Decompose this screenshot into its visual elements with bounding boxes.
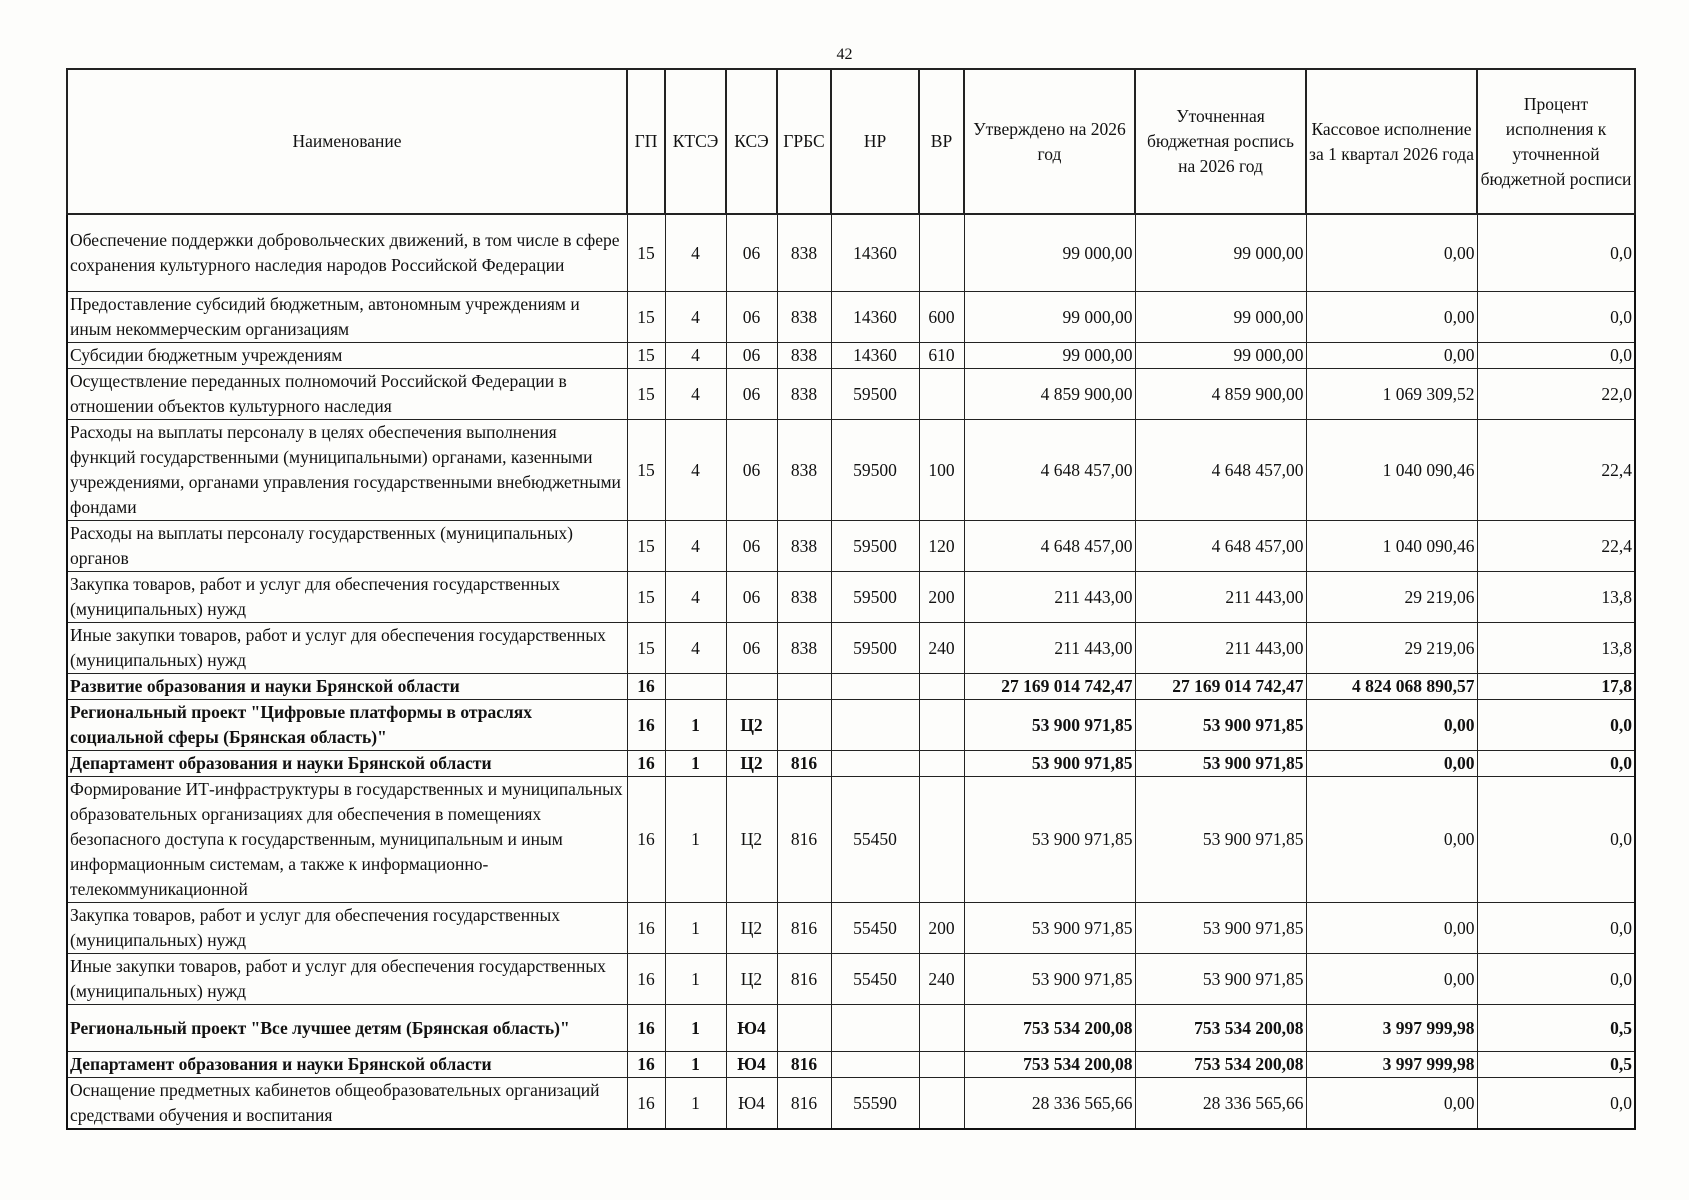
- table-row: [67, 623, 1635, 674]
- cell-kse: 06: [726, 572, 777, 623]
- cell-name: Расходы на выплаты персоналу в целях обеспечения выполнения функций государственными (муниципальными) органами, казенными учреждениями, органами управления государственными внебюджетными фондами: [67, 420, 627, 521]
- cell-grbs: 816: [777, 1078, 831, 1130]
- cell-nr: 55450: [831, 903, 919, 954]
- cell-grbs: 838: [777, 572, 831, 623]
- cell-percent: 0,0: [1477, 751, 1635, 777]
- cell-percent: 0,0: [1477, 700, 1635, 751]
- cell-approved: 28 336 565,66: [964, 1078, 1135, 1130]
- cell-approved: 99 000,00: [964, 214, 1135, 292]
- cell-name: Департамент образования и науки Брянской области: [67, 1052, 627, 1078]
- cell-name: Субсидии бюджетным учреждениям: [67, 343, 627, 369]
- cell-grbs: [777, 700, 831, 751]
- cell-name: Формирование ИТ-инфраструктуры в государственных и муниципальных образовательных организациях для обеспечения в помещениях безопасного доступа к государственным, муниципальным и иным информационным системам, а также к информационно-телекоммуникационной: [67, 777, 627, 903]
- cell-gp: 15: [627, 521, 665, 572]
- cell-gp: 15: [627, 343, 665, 369]
- cell-grbs: 816: [777, 777, 831, 903]
- cell-name: Осуществление переданных полномочий Российской Федерации в отношении объектов культурного наследия: [67, 369, 627, 420]
- cell-kse: Ю4: [726, 1078, 777, 1130]
- table-row: [67, 521, 1635, 572]
- cell-kse: [726, 674, 777, 700]
- cell-nr: [831, 751, 919, 777]
- table-row: [67, 1078, 1635, 1130]
- cell-refined: 4 648 457,00: [1135, 420, 1306, 521]
- table-header-row: [67, 69, 1635, 214]
- table-row: [67, 674, 1635, 700]
- cell-gp: 16: [627, 1052, 665, 1078]
- cell-nr: [831, 1005, 919, 1052]
- cell-kse: Ц2: [726, 903, 777, 954]
- cell-kse: 06: [726, 420, 777, 521]
- cell-percent: 22,4: [1477, 420, 1635, 521]
- page-number: 42: [836, 46, 853, 63]
- cell-grbs: 838: [777, 343, 831, 369]
- cell-vr: [919, 751, 964, 777]
- cell-cash: 0,00: [1306, 292, 1477, 343]
- cell-vr: 610: [919, 343, 964, 369]
- cell-cash: 0,00: [1306, 777, 1477, 903]
- cell-percent: 0,0: [1477, 292, 1635, 343]
- cell-gp: 15: [627, 572, 665, 623]
- cell-percent: 0,0: [1477, 1078, 1635, 1130]
- cell-refined: 27 169 014 742,47: [1135, 674, 1306, 700]
- cell-vr: 100: [919, 420, 964, 521]
- cell-kse: 06: [726, 292, 777, 343]
- cell-refined: 99 000,00: [1135, 214, 1306, 292]
- cell-kse: Ц2: [726, 700, 777, 751]
- cell-nr: 14360: [831, 343, 919, 369]
- table-row: [67, 751, 1635, 777]
- cell-ktse: 1: [665, 1005, 726, 1052]
- cell-cash: 1 040 090,46: [1306, 521, 1477, 572]
- cell-name: Оснащение предметных кабинетов общеобразовательных организаций средствами обучения и воспитания: [67, 1078, 627, 1130]
- cell-cash: 0,00: [1306, 700, 1477, 751]
- cell-vr: 240: [919, 954, 964, 1005]
- cell-nr: 59500: [831, 572, 919, 623]
- cell-nr: 59500: [831, 623, 919, 674]
- cell-grbs: 816: [777, 954, 831, 1005]
- cell-grbs: 838: [777, 214, 831, 292]
- header-nr: НР: [831, 69, 919, 214]
- cell-grbs: 816: [777, 1052, 831, 1078]
- cell-ktse: 4: [665, 292, 726, 343]
- cell-name: Расходы на выплаты персоналу государственных (муниципальных) органов: [67, 521, 627, 572]
- cell-kse: 06: [726, 214, 777, 292]
- cell-refined: 53 900 971,85: [1135, 903, 1306, 954]
- cell-vr: [919, 214, 964, 292]
- cell-nr: 59500: [831, 521, 919, 572]
- cell-cash: 0,00: [1306, 1078, 1477, 1130]
- cell-approved: 53 900 971,85: [964, 751, 1135, 777]
- table-row: [67, 777, 1635, 903]
- cell-cash: 4 824 068 890,57: [1306, 674, 1477, 700]
- cell-name: Иные закупки товаров, работ и услуг для обеспечения государственных (муниципальных) нужд: [67, 954, 627, 1005]
- cell-kse: Ц2: [726, 777, 777, 903]
- cell-gp: 15: [627, 292, 665, 343]
- cell-approved: 53 900 971,85: [964, 700, 1135, 751]
- table-row: [67, 1052, 1635, 1078]
- cell-vr: [919, 369, 964, 420]
- cell-approved: 753 534 200,08: [964, 1005, 1135, 1052]
- cell-vr: 200: [919, 572, 964, 623]
- cell-percent: 22,4: [1477, 521, 1635, 572]
- cell-approved: 53 900 971,85: [964, 777, 1135, 903]
- cell-ktse: 4: [665, 572, 726, 623]
- cell-kse: Ю4: [726, 1005, 777, 1052]
- cell-gp: 16: [627, 1078, 665, 1130]
- cell-refined: 211 443,00: [1135, 572, 1306, 623]
- cell-refined: 28 336 565,66: [1135, 1078, 1306, 1130]
- table-row: [67, 903, 1635, 954]
- cell-gp: 16: [627, 751, 665, 777]
- cell-gp: 15: [627, 623, 665, 674]
- table-row: [67, 343, 1635, 369]
- cell-approved: 99 000,00: [964, 343, 1135, 369]
- cell-refined: 4 859 900,00: [1135, 369, 1306, 420]
- cell-vr: 200: [919, 903, 964, 954]
- cell-percent: 0,0: [1477, 777, 1635, 903]
- cell-refined: 53 900 971,85: [1135, 751, 1306, 777]
- cell-cash: 29 219,06: [1306, 572, 1477, 623]
- cell-grbs: 838: [777, 292, 831, 343]
- cell-ktse: [665, 674, 726, 700]
- cell-vr: 240: [919, 623, 964, 674]
- table-row: [67, 214, 1635, 292]
- cell-cash: 3 997 999,98: [1306, 1005, 1477, 1052]
- cell-approved: 53 900 971,85: [964, 903, 1135, 954]
- table-row: [67, 1005, 1635, 1052]
- table-row: [67, 292, 1635, 343]
- cell-refined: 753 534 200,08: [1135, 1052, 1306, 1078]
- cell-refined: 99 000,00: [1135, 292, 1306, 343]
- cell-cash: 1 040 090,46: [1306, 420, 1477, 521]
- cell-kse: 06: [726, 521, 777, 572]
- budget-table: [66, 68, 1636, 1130]
- cell-ktse: 4: [665, 420, 726, 521]
- cell-name: Департамент образования и науки Брянской области: [67, 751, 627, 777]
- cell-name: Обеспечение поддержки добровольческих движений, в том числе в сфере сохранения культурного наследия народов Российской Федерации: [67, 214, 627, 292]
- cell-gp: 16: [627, 1005, 665, 1052]
- cell-kse: Ю4: [726, 1052, 777, 1078]
- cell-approved: 4 648 457,00: [964, 521, 1135, 572]
- cell-gp: 16: [627, 674, 665, 700]
- cell-nr: 59500: [831, 369, 919, 420]
- cell-grbs: 838: [777, 369, 831, 420]
- cell-vr: [919, 700, 964, 751]
- cell-nr: [831, 674, 919, 700]
- cell-kse: 06: [726, 623, 777, 674]
- cell-percent: 0,5: [1477, 1052, 1635, 1078]
- cell-refined: 53 900 971,85: [1135, 700, 1306, 751]
- cell-grbs: 838: [777, 521, 831, 572]
- cell-grbs: [777, 1005, 831, 1052]
- cell-cash: 1 069 309,52: [1306, 369, 1477, 420]
- cell-refined: 53 900 971,85: [1135, 954, 1306, 1005]
- cell-ktse: 1: [665, 1052, 726, 1078]
- cell-vr: [919, 777, 964, 903]
- cell-nr: 55590: [831, 1078, 919, 1130]
- table-row: [67, 572, 1635, 623]
- cell-nr: [831, 1052, 919, 1078]
- cell-name: Региональный проект "Все лучшее детям (Брянская область)": [67, 1005, 627, 1052]
- table-row: [67, 700, 1635, 751]
- header-name: Наименование: [67, 69, 627, 214]
- cell-gp: 15: [627, 369, 665, 420]
- cell-percent: 0,0: [1477, 954, 1635, 1005]
- cell-gp: 16: [627, 954, 665, 1005]
- cell-kse: Ц2: [726, 954, 777, 1005]
- cell-grbs: [777, 674, 831, 700]
- cell-nr: 14360: [831, 292, 919, 343]
- table-row: [67, 420, 1635, 521]
- cell-nr: 14360: [831, 214, 919, 292]
- cell-ktse: 1: [665, 1078, 726, 1130]
- cell-grbs: 838: [777, 623, 831, 674]
- cell-grbs: 816: [777, 903, 831, 954]
- cell-gp: 16: [627, 777, 665, 903]
- cell-cash: 0,00: [1306, 903, 1477, 954]
- cell-name: Региональный проект "Цифровые платформы в отраслях социальной сферы (Брянская область)": [67, 700, 627, 751]
- cell-gp: 16: [627, 700, 665, 751]
- cell-cash: 0,00: [1306, 343, 1477, 369]
- cell-ktse: 4: [665, 623, 726, 674]
- cell-refined: 53 900 971,85: [1135, 777, 1306, 903]
- cell-nr: 59500: [831, 420, 919, 521]
- header-grbs: ГРБС: [777, 69, 831, 214]
- cell-grbs: 816: [777, 751, 831, 777]
- cell-name: Иные закупки товаров, работ и услуг для обеспечения государственных (муниципальных) нужд: [67, 623, 627, 674]
- cell-percent: 22,0: [1477, 369, 1635, 420]
- cell-refined: 4 648 457,00: [1135, 521, 1306, 572]
- cell-approved: 53 900 971,85: [964, 954, 1135, 1005]
- cell-cash: 29 219,06: [1306, 623, 1477, 674]
- cell-vr: 120: [919, 521, 964, 572]
- cell-vr: [919, 1052, 964, 1078]
- table-row: [67, 369, 1635, 420]
- cell-cash: 0,00: [1306, 751, 1477, 777]
- cell-percent: 0,5: [1477, 1005, 1635, 1052]
- cell-grbs: 838: [777, 420, 831, 521]
- cell-gp: 15: [627, 420, 665, 521]
- cell-approved: 753 534 200,08: [964, 1052, 1135, 1078]
- cell-name: Развитие образования и науки Брянской области: [67, 674, 627, 700]
- cell-kse: Ц2: [726, 751, 777, 777]
- cell-vr: [919, 1005, 964, 1052]
- cell-refined: 99 000,00: [1135, 343, 1306, 369]
- cell-percent: 13,8: [1477, 623, 1635, 674]
- cell-ktse: 1: [665, 903, 726, 954]
- cell-gp: 16: [627, 903, 665, 954]
- cell-percent: 17,8: [1477, 674, 1635, 700]
- cell-approved: 211 443,00: [964, 623, 1135, 674]
- cell-ktse: 1: [665, 954, 726, 1005]
- cell-ktse: 4: [665, 214, 726, 292]
- cell-refined: 753 534 200,08: [1135, 1005, 1306, 1052]
- header-refined: Уточненная бюджетная роспись на 2026 год: [1135, 69, 1306, 214]
- cell-name: Закупка товаров, работ и услуг для обеспечения государственных (муниципальных) нужд: [67, 903, 627, 954]
- cell-percent: 0,0: [1477, 343, 1635, 369]
- cell-cash: 0,00: [1306, 954, 1477, 1005]
- header-approved: Утверждено на 2026 год: [964, 69, 1135, 214]
- cell-approved: 99 000,00: [964, 292, 1135, 343]
- cell-ktse: 4: [665, 369, 726, 420]
- header-kse: КСЭ: [726, 69, 777, 214]
- header-percent: Процент исполнения к уточненной бюджетной росписи: [1477, 69, 1635, 214]
- cell-nr: 55450: [831, 777, 919, 903]
- table-body: [67, 214, 1635, 1129]
- cell-cash: 3 997 999,98: [1306, 1052, 1477, 1078]
- cell-ktse: 4: [665, 521, 726, 572]
- cell-ktse: 4: [665, 343, 726, 369]
- cell-approved: 27 169 014 742,47: [964, 674, 1135, 700]
- cell-approved: 4 648 457,00: [964, 420, 1135, 521]
- cell-nr: 55450: [831, 954, 919, 1005]
- cell-gp: 15: [627, 214, 665, 292]
- cell-name: Предоставление субсидий бюджетным, автономным учреждениям и иным некоммерческим организациям: [67, 292, 627, 343]
- cell-kse: 06: [726, 343, 777, 369]
- cell-ktse: 1: [665, 700, 726, 751]
- cell-ktse: 1: [665, 777, 726, 903]
- cell-ktse: 1: [665, 751, 726, 777]
- cell-approved: 211 443,00: [964, 572, 1135, 623]
- cell-kse: 06: [726, 369, 777, 420]
- cell-refined: 211 443,00: [1135, 623, 1306, 674]
- cell-nr: [831, 700, 919, 751]
- cell-vr: 600: [919, 292, 964, 343]
- header-gp: ГП: [627, 69, 665, 214]
- cell-approved: 4 859 900,00: [964, 369, 1135, 420]
- cell-percent: 0,0: [1477, 903, 1635, 954]
- cell-percent: 0,0: [1477, 214, 1635, 292]
- cell-vr: [919, 674, 964, 700]
- header-vr: ВР: [919, 69, 964, 214]
- header-cash: Кассовое исполнение за 1 квартал 2026 года: [1306, 69, 1477, 214]
- cell-name: Закупка товаров, работ и услуг для обеспечения государственных (муниципальных) нужд: [67, 572, 627, 623]
- cell-percent: 13,8: [1477, 572, 1635, 623]
- cell-vr: [919, 1078, 964, 1130]
- cell-cash: 0,00: [1306, 214, 1477, 292]
- header-ktse: КТСЭ: [665, 69, 726, 214]
- table-row: [67, 954, 1635, 1005]
